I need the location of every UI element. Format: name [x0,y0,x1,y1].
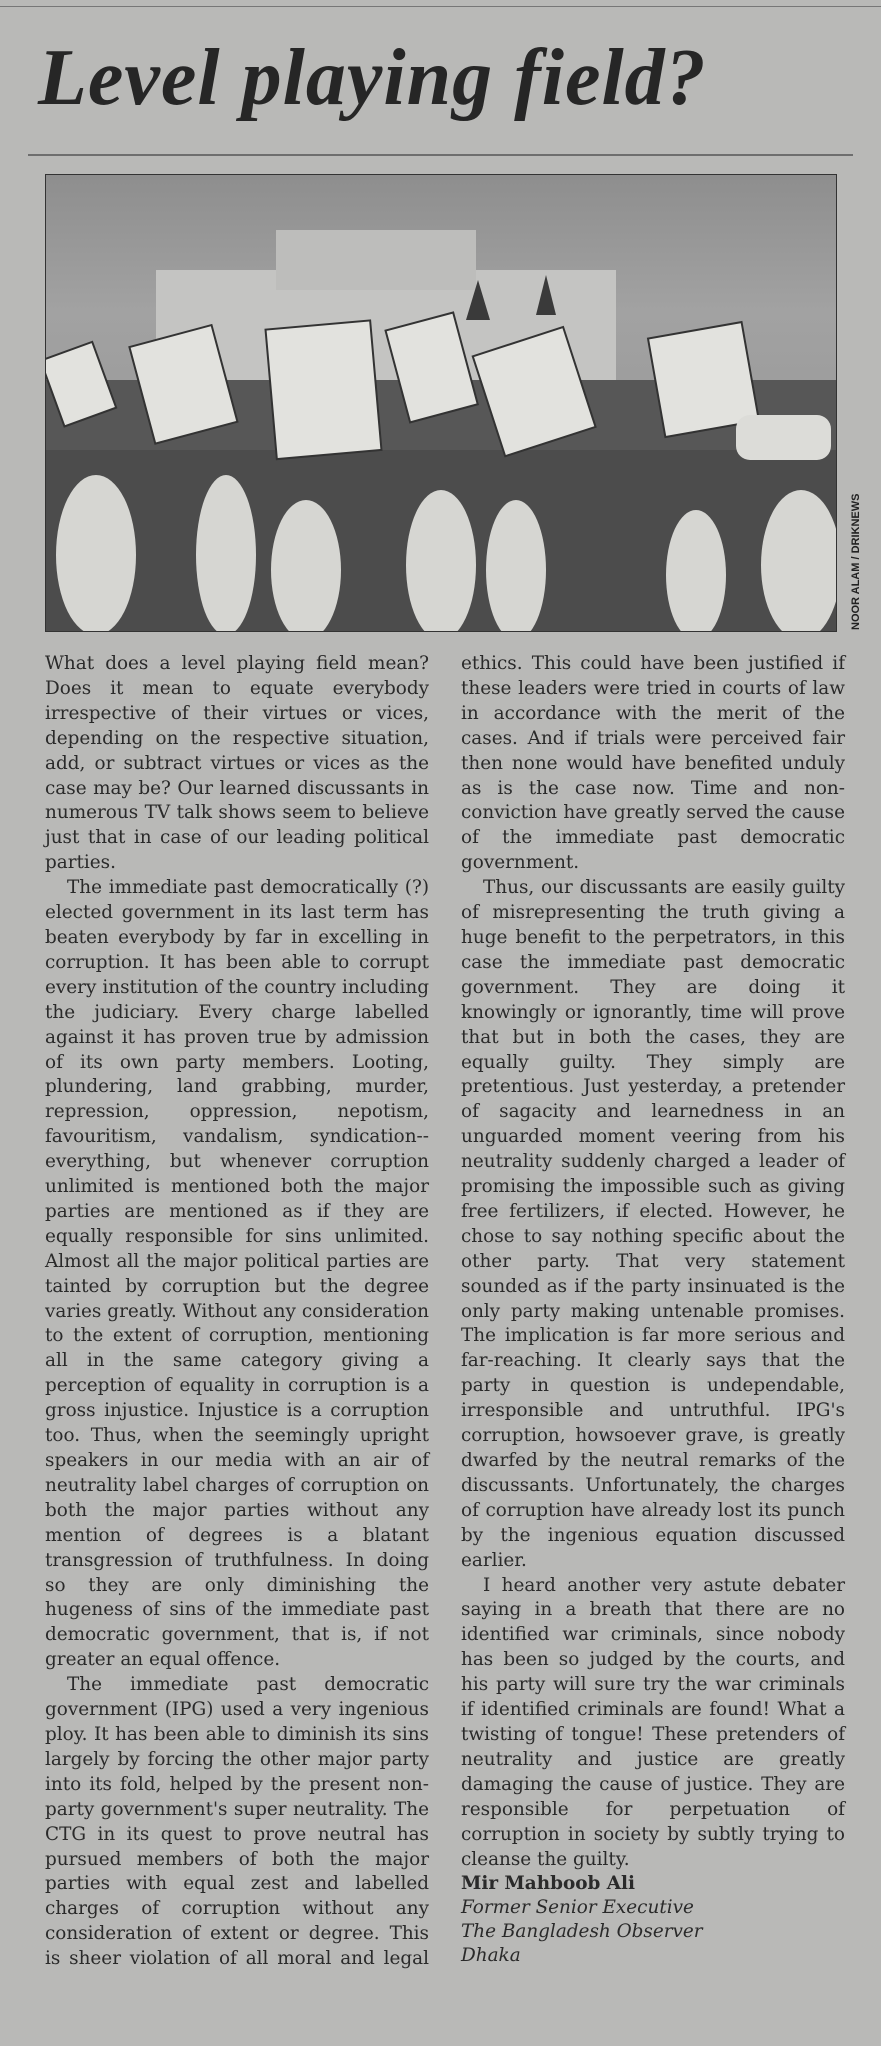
headline: Level playing field? [38,34,707,122]
top-rule [0,6,881,7]
author-title: Former Senior Executive [461,1897,694,1919]
news-photo [45,174,837,632]
author-city: Dhaka [461,1945,521,1967]
headline-rule [28,154,853,156]
signature [461,1872,845,1968]
paragraph: I heard another very astute debater saying in a breath that there are no identified war criminals, since nobody has been so judged by the courts, and his party will sure try the war criminals if identified criminals are found! What a twisting of tongue! These pretenders of neutrality and justice are greatly damaging the cause of justice. They are responsible for perpetuation of corruption in society by subtly trying to cleanse the guilty. [461,1574,845,1870]
car [736,415,831,460]
protest-photo-illustration [46,175,836,631]
photo-credit: NOOR ALAM / DRIKNEWS [850,493,862,630]
parliament-dome [276,230,476,290]
author-name: Mir Mahboob Ali [461,1873,635,1895]
letter-body [45,652,845,1992]
paragraph: The immediate past democratic government (IPG) used a very ingenious ploy. It has been able to diminish its sins largely by forcing the other major party into its fold, helped by the present non-party government's super neutrality. The CTG in its quest to prove neutral has pursued members of both the major parties with equal zest and labelled charges of corruption without any consideration of extent or degree. This is sheer violation of all moral and legal ethics. This could have been justified if these leaders were tried in courts of law in accordance with the merit of the cases. And if trials were perceived fair then none would have benefited unduly as is the case now. Time and non-conviction have greatly served the cause of the immediate past democratic government. [45,653,845,1970]
paragraph: What does a level playing field mean? Does it mean to equate everybody irrespective of their virtues or vices, depending on the respective situation, add, or subtract virtues or vices as the case may be? Our learned discussants in numerous TV talk shows seem to believe just that in case of our leading political parties. [45,653,429,874]
author-organization: The Bangladesh Observer [461,1921,703,1943]
paragraph: Thus, our discussants are easily guilty of misrepresenting the truth giving a huge benefit to the perpetrators, in this case the immediate past democratic government. They are doing it knowingly or ignorantly, time will prove that but in both the cases, they are equally guilty. They simply are pretentious. Just yesterday, a pretender of sagacity and learnedness in an unguarded moment veering from his neutrality suddenly charged a leader of promising the impossible such as giving free fertilizers, if elected. However, he chose to say nothing specific about the other party. That very statement sounded as if the party insinuated is the only party making untenable promises. The implication is far more serious and far-reaching. It clearly says that the party in question is undependable, irresponsible and untruthful. IPG's corruption, howsoever grave, is greatly dwarfed by the neutral remarks of the discussants. Unfortunately, the charges of corruption have already lost its punch by the ingenious equation discussed earlier. [461,877,845,1571]
paragraph: The immediate past democratically (?) elected government in its last term has beaten everybody by far in excelling in corruption. It has been able to corrupt every institution of the country including the judiciary. Every charge labelled against it has proven true by admission of its own party members. Looting, plundering, land grabbing, murder, repression, oppression, nepotism, favouritism, vandalism, syndication-- everything, but whenever corruption unlimited is mentioned both the major parties are mentioned as if they are equally responsible for sins unlimited. Almost all the major political parties are tainted by corruption but the degree varies greatly. Without any consideration to the extent of corruption, mentioning all in the same category giving a perception of equality in corruption is a gross injustice. Injustice is a corruption too. Thus, when the seemingly upright speakers in our media with an air of neutrality label charges of corruption on both the major parties without any mention of degrees is a blatant transgression of truthfulness. In doing so they are only diminishing the hugeness of sins of the immediate past democratic government, that is, if not greater an equal offence. [45,877,429,1671]
